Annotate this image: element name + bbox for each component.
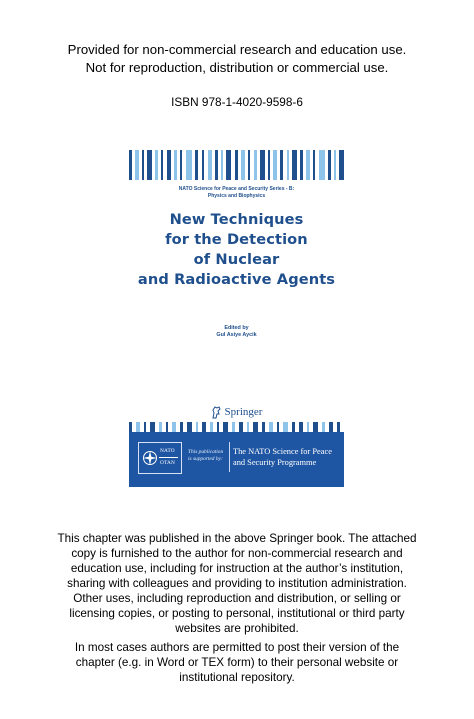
- book-title-line-4: and Radioactive Agents: [137, 271, 336, 288]
- series-line-2: Physics and Biophysics: [207, 192, 266, 199]
- publisher-logo: [129, 404, 344, 420]
- prohibited-uses-line-3: websites are prohibited.: [175, 621, 299, 635]
- publication-notice-line-2: copy is furnished to the author for non-commercial research and: [71, 546, 403, 560]
- support-line-1: This publication: [188, 449, 224, 455]
- publication-notice-line-3: education use, including for instruction at the author’s institution,: [70, 561, 404, 575]
- nato-banner: [129, 432, 344, 487]
- book-cover: [129, 150, 344, 487]
- prohibited-uses-notice: [0, 592, 474, 637]
- otan-label: OTAN: [160, 460, 176, 466]
- springer-horse-icon: [211, 406, 222, 419]
- programme-line-1: The NATO Science for Peace: [233, 447, 332, 456]
- prohibited-uses-line-2: licensing copies, or posting to personal, institutional or third party: [69, 606, 405, 620]
- nato-logo: [138, 442, 182, 474]
- publisher-name: Springer: [224, 406, 263, 418]
- programme-name: [233, 447, 343, 468]
- series-name: [129, 186, 344, 199]
- usage-notice: [0, 41, 474, 77]
- publication-notice-line-1: This chapter was published in the above Springer book. The attached: [57, 532, 417, 545]
- programme-line-2: and Security Programme: [233, 457, 317, 467]
- editor-name: Gul Asiye Aycik: [216, 332, 257, 338]
- author-posting-line-2: chapter (e.g. in Word or TEX form) to their personal website or: [75, 655, 399, 669]
- book-title-line-1: New Techniques: [169, 211, 304, 228]
- author-posting-line-3: institutional repository.: [179, 670, 295, 684]
- author-posting-notice: [0, 641, 474, 686]
- nato-compass-icon: [142, 450, 158, 466]
- series-line-1: NATO Science for Peace and Security Series - B:: [178, 186, 295, 192]
- isbn-label: ISBN 978-1-4020-9598-6: [171, 95, 303, 109]
- nato-label: NATO: [160, 448, 175, 454]
- nato-divider: [159, 457, 178, 458]
- prohibited-uses-line-1: Other uses, including reproduction and distribution, or selling or: [73, 592, 401, 605]
- banner-divider: [229, 442, 230, 472]
- book-title: [129, 210, 344, 290]
- banner-stripe-pattern: [129, 422, 344, 432]
- usage-notice-line-2: Not for reproduction, distribution or commercial use.: [85, 60, 389, 75]
- cover-stripe-pattern: [129, 150, 344, 180]
- book-title-line-3: of Nuclear: [193, 251, 280, 268]
- support-line-2: is supported by:: [188, 456, 223, 462]
- author-posting-line-1: In most cases authors are permitted to post their version of the: [74, 641, 400, 654]
- editor-credit: [129, 325, 344, 339]
- book-title-line-2: for the Detection: [165, 231, 308, 248]
- publication-notice-line-4: sharing with colleagues and providing to institution administration.: [67, 576, 407, 590]
- edited-by-label: Edited by: [224, 325, 249, 331]
- support-note: [188, 449, 228, 463]
- usage-notice-line-1: Provided for non-commercial research and education use.: [67, 42, 407, 57]
- publication-notice: [0, 532, 474, 592]
